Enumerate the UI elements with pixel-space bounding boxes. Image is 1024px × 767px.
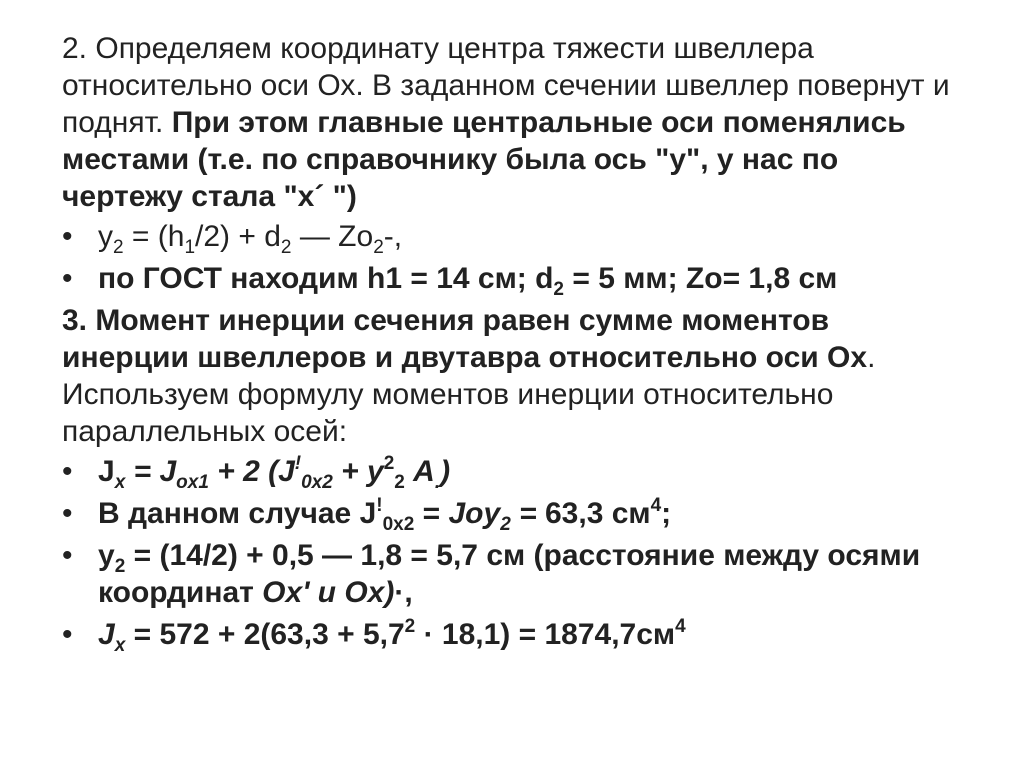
bullet-icon: • [62,539,73,572]
bullet-text: ·, [394,576,413,609]
bullet-y2-formula [62,218,962,258]
bullet-text: у [98,539,115,572]
bullet-text: В данном случае J [98,497,377,530]
bullet-icon: • [62,262,73,295]
bullet-icon: • [62,497,73,530]
subscript: 0x2 [301,472,333,493]
formula-text: = [510,497,545,530]
paragraph-text: 2. Определяем координату центра тяжести швеллера относительно оси Ох. В заданном сечении швеллер повернут и поднят. [62,32,950,139]
bullet-jx-result [62,616,962,656]
formula-text: Ох' и Ох) [262,576,395,609]
bullet-text: · 18,1) = 1874,7см [415,618,676,651]
bullet-text: 63,3 см [544,497,651,530]
bullet-jx-formula [62,453,962,493]
superscript: 4 [675,616,686,637]
formula-text: ) [440,455,451,488]
bullet-y2-calc [62,537,962,611]
formula-text: А [404,455,435,488]
formula-text: + 2 (J [208,455,295,488]
superscript: ! [376,495,383,516]
bullet-icon: • [62,220,73,253]
subscript: x [114,635,126,656]
bullet-text: = 572 + 2(63,3 + 5,7 [125,618,405,651]
subscript: ox1 [176,472,209,493]
subscript: 2 [280,237,292,258]
subscript: 2 [373,237,384,258]
subscript: 2 [394,472,405,493]
formula-text: = J [125,455,177,488]
formula-text: Joy [448,497,501,530]
superscript: ! [294,453,302,474]
superscript: 2 [383,453,395,474]
bullet-this-case [62,495,962,535]
bullet-text: = [414,497,449,530]
paragraph-moment-of-inertia [62,302,962,450]
formula-text: -, [383,220,403,253]
bullet-text: по ГОСТ находим h1 = 14 см; d [98,262,554,295]
paragraph-bold-text: 3. Момент инерции сечения равен сумме моментов инерции швеллеров и двутавра относительно оси Ох [62,304,868,374]
subscript: 1 [184,237,196,258]
subscript: 0x2 [382,514,415,535]
paragraph-bold-text: При этом главные центральные оси поменялись местами (т.е. по справочнику была ось "у", у нас по чертежу стала "х´ ") [62,106,906,213]
bullet-icon: • [62,455,73,488]
bullet-gost-values [62,260,962,300]
superscript: 2 [404,616,416,637]
paragraph-text: . Используем формулу моментов инерции относительно параллельных осей: [62,341,876,448]
slide-body [62,30,962,658]
subscript: x [114,472,126,493]
paragraph-center-of-gravity [62,30,962,215]
formula-text: — Zо [291,220,374,253]
bullet-icon: • [62,618,73,651]
formula-text: J [98,455,115,488]
subscript: 2 [113,237,124,258]
superscript: 4 [650,495,662,516]
subscript: 2 [553,279,564,300]
formula-text: J [98,618,115,651]
bullet-text: = (14/2) + 0,5 — 1,8 = 5,7 см (расстояние между осями координат [98,539,921,609]
formula-text: + у [332,455,384,488]
bullet-text: ; [661,497,672,530]
subscript: 2 [500,514,511,535]
subscript: . [434,472,441,493]
bullet-text: = 5 мм; Zо= 1,8 см [564,262,838,295]
subscript: 2 [114,556,126,577]
formula-text: = (h [123,220,185,253]
formula-text: у [98,220,113,253]
formula-text: /2) + d [195,220,281,253]
